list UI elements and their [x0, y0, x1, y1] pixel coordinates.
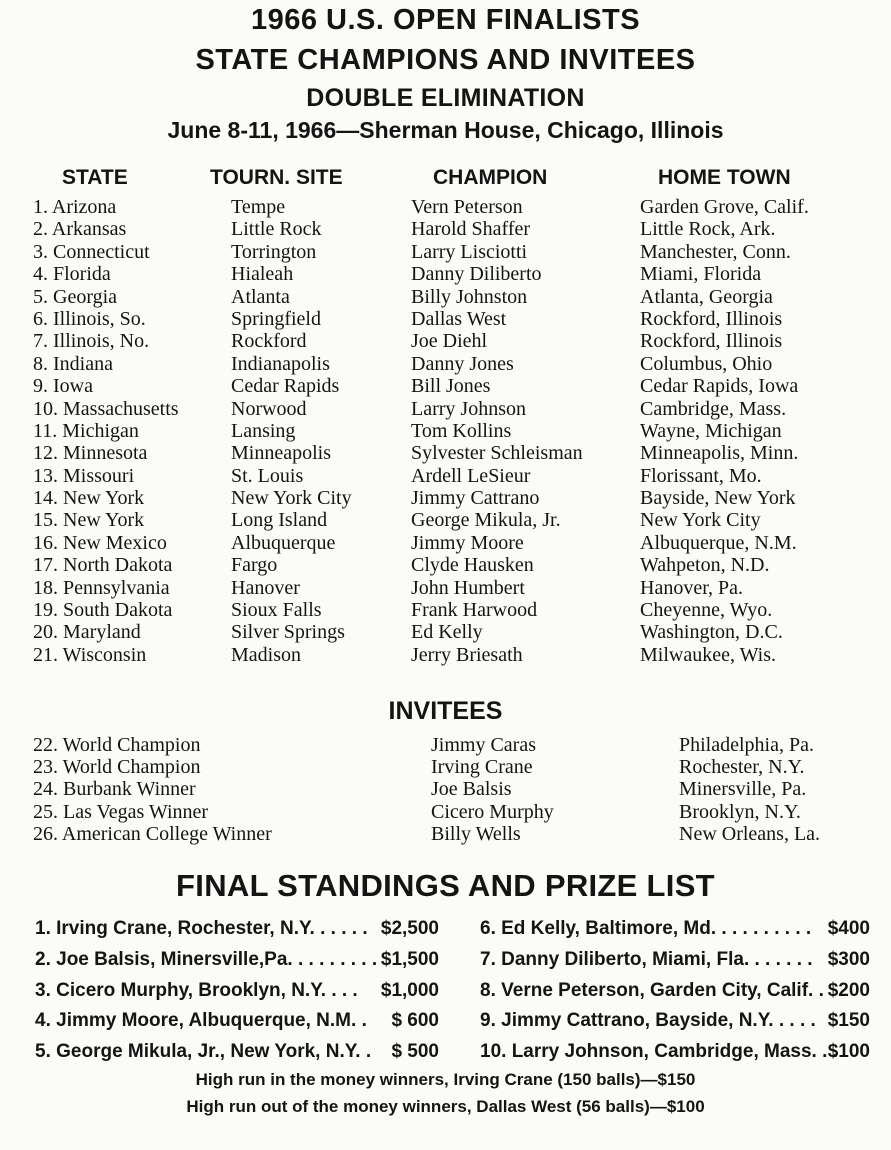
prize-amount: $400	[827, 918, 870, 939]
home-town-cell: Wayne, Michigan	[640, 419, 782, 442]
column-header-home-town: HOME TOWN	[658, 166, 791, 189]
champion-cell: Bill Jones	[411, 375, 491, 398]
table-row	[0, 241, 891, 263]
invitee-name-cell: Joe Balsis	[431, 778, 512, 801]
champion-cell: Joe Diehl	[411, 330, 488, 353]
standing-entry: 1. Irving Crane, Rochester, N.Y. . . . . .	[35, 918, 368, 939]
list-item	[35, 1006, 439, 1037]
invitee-home-town-cell: Philadelphia, Pa.	[679, 734, 814, 756]
invitee-home-town-cell: Rochester, N.Y.	[679, 756, 805, 779]
list-item	[35, 945, 439, 976]
prize-amount: $1,500	[380, 948, 439, 970]
list-item	[35, 976, 439, 1007]
state-cell: 18. Pennsylvania	[33, 576, 170, 599]
column-header-state: STATE	[62, 166, 128, 189]
state-cell: 2. Arkansas	[33, 218, 127, 241]
champion-cell: Larry Johnson	[411, 397, 526, 420]
event-date-location: June 8-11, 1966—Sherman House, Chicago, Illinois	[167, 117, 724, 143]
table-row	[0, 375, 891, 397]
invitee-home-town-cell: New Orleans, La.	[679, 822, 821, 845]
standing-entry: 3. Cicero Murphy, Brooklyn, N.Y. . . .	[35, 979, 358, 1001]
invitee-name-cell: Billy Wells	[431, 822, 521, 845]
table-row	[0, 465, 891, 487]
invitee-title-cell: 22. World Champion	[33, 734, 201, 756]
standing-entry: 5. George Mikula, Jr., New York, N.Y. .	[35, 1041, 372, 1063]
prize-amount: $150	[827, 1010, 870, 1032]
list-item	[480, 914, 870, 945]
table-row	[0, 621, 891, 643]
prize-amount: $100	[827, 1041, 870, 1063]
tourn-site-cell: Albuquerque	[231, 531, 336, 554]
table-row	[0, 196, 891, 218]
table-row	[0, 218, 891, 240]
state-cell: 20. Maryland	[33, 621, 141, 644]
tourn-site-cell: Cedar Rapids	[231, 375, 340, 398]
table-row	[0, 353, 891, 375]
champion-cell: Sylvester Schleisman	[411, 442, 583, 465]
home-town-cell: Bayside, New York	[640, 487, 796, 510]
home-town-cell: Milwaukee, Wis.	[640, 643, 777, 666]
invitee-name-cell: Irving Crane	[431, 756, 533, 779]
list-item	[480, 1006, 870, 1037]
champion-cell: Danny Jones	[411, 352, 514, 375]
state-cell: 1. Arizona	[33, 196, 117, 218]
table-row	[0, 487, 891, 509]
tourn-site-cell: Atlanta	[231, 285, 290, 308]
tourn-site-cell: Tempe	[231, 196, 286, 218]
invitee-name-cell: Jimmy Caras	[431, 734, 536, 756]
tourn-site-cell: Long Island	[231, 509, 328, 532]
invitee-title-cell: 23. World Champion	[33, 756, 201, 779]
table-row	[0, 644, 891, 666]
home-town-cell: Minneapolis, Minn.	[640, 442, 799, 465]
state-cell: 8. Indiana	[33, 352, 113, 375]
champion-cell: Ardell LeSieur	[411, 464, 531, 487]
table-row	[0, 577, 891, 599]
table-row	[0, 286, 891, 308]
page-title: 1966 U.S. OPEN FINALISTS	[250, 4, 641, 36]
home-town-cell: New York City	[640, 509, 761, 532]
home-town-cell: Hanover, Pa.	[640, 576, 744, 599]
champion-cell: Ed Kelly	[411, 621, 483, 644]
home-town-cell: Miami, Florida	[640, 263, 762, 286]
state-cell: 21. Wisconsin	[33, 643, 147, 666]
tourn-site-cell: Norwood	[231, 397, 307, 420]
tourn-site-cell: Hanover	[231, 576, 300, 599]
home-town-cell: Atlanta, Georgia	[640, 285, 773, 308]
table-row	[0, 599, 891, 621]
tourn-site-cell: Little Rock	[231, 218, 322, 241]
standings-list-right	[480, 914, 870, 1068]
table-row	[0, 823, 891, 845]
tourn-site-cell: Indianapolis	[231, 352, 330, 375]
state-cell: 5. Georgia	[33, 285, 118, 308]
state-cell: 14. New York	[33, 487, 145, 510]
table-row	[0, 778, 891, 800]
format-heading: DOUBLE ELIMINATION	[306, 84, 585, 112]
state-cell: 9. Iowa	[33, 375, 93, 398]
invitees-heading: INVITEES	[388, 697, 503, 725]
list-item	[480, 945, 870, 976]
home-town-cell: Cheyenne, Wyo.	[640, 599, 773, 622]
table-row	[0, 308, 891, 330]
tourn-site-cell: Rockford	[231, 330, 307, 353]
table-row	[0, 756, 891, 778]
prize-amount: $300	[827, 948, 870, 970]
prize-amount: $ 500	[391, 1041, 439, 1063]
champion-cell: Harold Shaffer	[411, 218, 531, 241]
prize-amount: $1,000	[380, 979, 439, 1001]
champion-cell: Jerry Briesath	[411, 643, 523, 666]
table-row	[0, 801, 891, 823]
home-town-cell: Columbus, Ohio	[640, 352, 773, 375]
tourn-site-cell: Fargo	[231, 554, 278, 577]
table-row	[0, 263, 891, 285]
list-item	[480, 976, 870, 1007]
home-town-cell: Cedar Rapids, Iowa	[640, 375, 799, 398]
home-town-cell: Rockford, Illinois	[640, 330, 783, 353]
invitees-table	[0, 734, 891, 845]
table-row	[0, 330, 891, 352]
state-champions-table	[0, 196, 891, 666]
standing-entry: 2. Joe Balsis, Minersville,Pa. . . . . . . . .	[35, 948, 378, 970]
tourn-site-cell: Sioux Falls	[231, 599, 322, 622]
champion-cell: Frank Harwood	[411, 599, 538, 622]
standing-entry: 10. Larry Johnson, Cambridge, Mass. . .	[480, 1041, 838, 1063]
champion-cell: Clyde Hausken	[411, 554, 534, 577]
list-item	[35, 1037, 439, 1068]
state-cell: 6. Illinois, So.	[33, 307, 146, 330]
state-cell: 19. South Dakota	[33, 599, 173, 622]
champion-cell: Dallas West	[411, 307, 507, 330]
champion-cell: Tom Kollins	[411, 419, 512, 442]
prize-amount: $200	[827, 979, 870, 1001]
high-run-in-money-note: High run in the money winners, Irving Crane (150 balls)—$150	[195, 1070, 696, 1089]
tourn-site-cell: St. Louis	[231, 464, 304, 487]
tourn-site-cell: New York City	[231, 487, 352, 510]
tourn-site-cell: Madison	[231, 643, 301, 666]
home-town-cell: Cambridge, Mass.	[640, 397, 787, 420]
champion-cell: Danny Diliberto	[411, 263, 542, 286]
state-cell: 12. Minnesota	[33, 442, 148, 465]
invitee-title-cell: 26. American College Winner	[33, 822, 272, 845]
home-town-cell: Rockford, Illinois	[640, 307, 783, 330]
standing-entry: 9. Jimmy Cattrano, Bayside, N.Y. . . . .	[480, 1010, 816, 1032]
tourn-site-cell: Springfield	[231, 307, 321, 330]
list-item	[480, 1037, 870, 1068]
invitee-home-town-cell: Minersville, Pa.	[679, 778, 807, 801]
state-cell: 16. New Mexico	[33, 531, 167, 554]
invitee-home-town-cell: Brooklyn, N.Y.	[679, 800, 801, 823]
prize-amount: $ 600	[391, 1010, 439, 1032]
table-row	[0, 398, 891, 420]
standing-entry: 7. Danny Diliberto, Miami, Fla. . . . . . .	[480, 948, 813, 970]
state-cell: 15. New York	[33, 509, 145, 532]
tourn-site-cell: Torrington	[231, 240, 317, 263]
home-town-cell: Manchester, Conn.	[640, 240, 791, 263]
state-cell: 11. Michigan	[33, 419, 139, 442]
home-town-cell: Albuquerque, N.M.	[640, 531, 797, 554]
table-row	[0, 420, 891, 442]
champion-cell: Vern Peterson	[411, 196, 523, 218]
state-cell: 13. Missouri	[33, 464, 135, 487]
champion-cell: George Mikula, Jr.	[411, 509, 561, 532]
home-town-cell: Washington, D.C.	[640, 621, 783, 644]
home-town-cell: Florissant, Mo.	[640, 464, 762, 487]
column-header-champion: CHAMPION	[433, 166, 548, 189]
table-row	[0, 532, 891, 554]
state-cell: 17. North Dakota	[33, 554, 173, 577]
champion-cell: John Humbert	[411, 576, 525, 599]
high-run-out-of-money-note: High run out of the money winners, Dallas West (56 balls)—$100	[186, 1097, 705, 1116]
standings-heading: FINAL STANDINGS AND PRIZE LIST	[176, 868, 715, 903]
standing-entry: 8. Verne Peterson, Garden City, Calif. .	[480, 979, 824, 1001]
tourn-site-cell: Silver Springs	[231, 621, 345, 644]
table-row	[0, 509, 891, 531]
home-town-cell: Garden Grove, Calif.	[640, 196, 809, 218]
list-item	[35, 914, 439, 945]
page-subtitle: STATE CHAMPIONS AND INVITEES	[195, 44, 696, 76]
prize-amount: $2,500	[380, 918, 439, 939]
invitee-title-cell: 24. Burbank Winner	[33, 778, 196, 801]
standing-entry: 4. Jimmy Moore, Albuquerque, N.M. .	[35, 1010, 367, 1032]
table-row	[0, 554, 891, 576]
state-cell: 4. Florida	[33, 263, 111, 286]
champion-cell: Billy Johnston	[411, 285, 528, 308]
table-row	[0, 734, 891, 756]
tourn-site-cell: Hialeah	[231, 263, 294, 286]
champion-cell: Jimmy Moore	[411, 531, 524, 554]
standings-list-left	[35, 914, 439, 1068]
home-town-cell: Little Rock, Ark.	[640, 218, 776, 241]
standing-entry: 6. Ed Kelly, Baltimore, Md. . . . . . . . . .	[480, 918, 812, 939]
column-header-tourn-site: TOURN. SITE	[210, 166, 343, 189]
home-town-cell: Wahpeton, N.D.	[640, 554, 770, 577]
invitee-name-cell: Cicero Murphy	[431, 800, 554, 823]
table-row	[0, 442, 891, 464]
tourn-site-cell: Minneapolis	[231, 442, 331, 465]
invitee-title-cell: 25. Las Vegas Winner	[33, 800, 209, 823]
state-cell: 7. Illinois, No.	[33, 330, 150, 353]
state-cell: 10. Massachusetts	[33, 397, 179, 420]
state-cell: 3. Connecticut	[33, 240, 150, 263]
tourn-site-cell: Lansing	[231, 419, 296, 442]
champion-cell: Jimmy Cattrano	[411, 487, 540, 510]
champion-cell: Larry Lisciotti	[411, 240, 528, 263]
